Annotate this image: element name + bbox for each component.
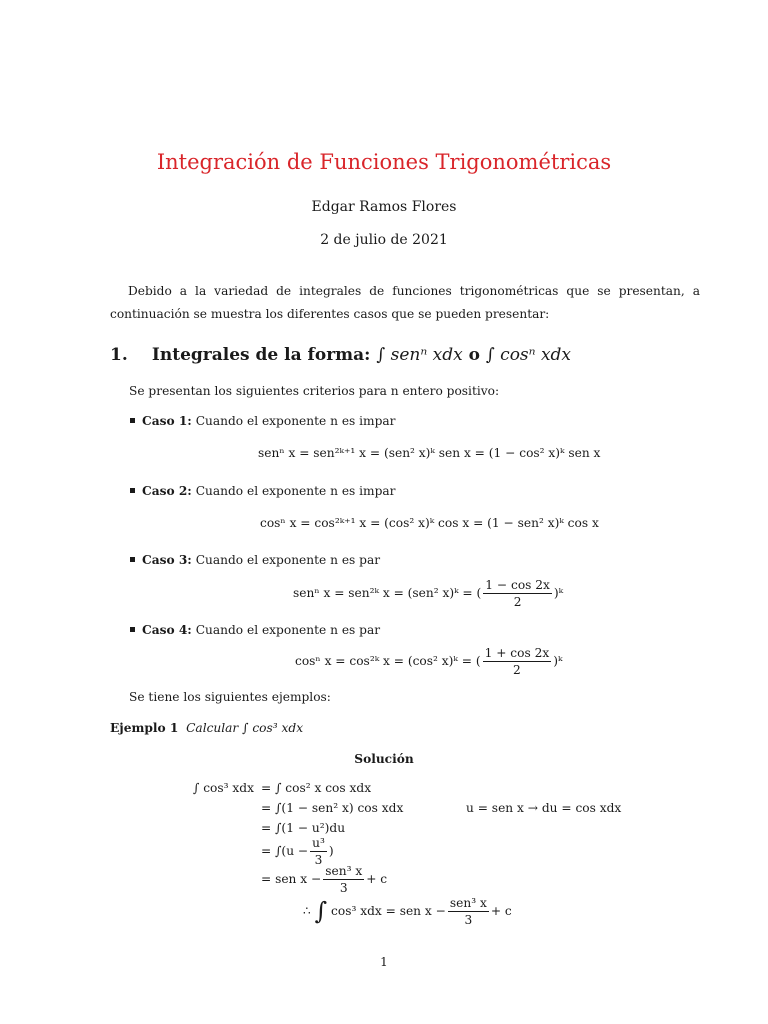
numerator: sen³ x — [325, 864, 363, 878]
numerator: 1 − cos 2x — [485, 578, 550, 592]
denominator: 3 — [339, 881, 348, 895]
solution-line-2: = ∫(1 − sen² x) cos xdx — [261, 801, 404, 815]
case-text: Cuando el exponente n es par — [195, 623, 381, 637]
document-title: Integración de Funciones Trigonométricas — [156, 150, 612, 174]
examples-intro: Se tiene los siguientes ejemplos: — [129, 690, 331, 704]
substitution: u = sen x → du = cos xdx — [466, 801, 622, 815]
denominator: 2 — [513, 663, 521, 677]
integral-sign: ∫ — [314, 897, 328, 925]
section-title-o: o — [468, 345, 480, 365]
section-title-math-1: ∫ senⁿ xdx — [376, 345, 463, 365]
numerator: u³ — [312, 836, 325, 850]
line-5-end: + c — [366, 872, 388, 886]
formula-lhs: senⁿ x = sen²ᵏ x = (sen² x)ᵏ = ( — [293, 586, 482, 600]
denominator: 2 — [513, 595, 522, 609]
case-label: Caso 1: — [142, 414, 192, 428]
solution-line-4 — [261, 836, 334, 867]
therefore-symbol: ∴ — [303, 904, 311, 918]
section-number: 1. — [110, 345, 128, 365]
case-label: Caso 4: — [142, 623, 192, 637]
formula-rhs: )ᵏ — [553, 654, 563, 668]
page-number: 1 — [380, 955, 388, 969]
intro-text: Se presentan los siguientes criterios para n entero positivo: — [129, 384, 500, 398]
bullet-icon — [130, 557, 135, 562]
section-heading — [110, 345, 571, 365]
fraction — [310, 836, 327, 867]
case-text: Cuando el exponente n es par — [195, 553, 381, 567]
formula-rhs: )ᵏ — [553, 586, 564, 600]
example-1 — [110, 721, 303, 735]
case-label: Caso 2: — [142, 484, 192, 498]
case-2-formula: cosⁿ x = cos²ᵏ⁺¹ x = (cos² x)ᵏ cos x = (1 − sen² x)ᵏ cos x — [260, 516, 599, 530]
section-title-prefix: Integrales de la forma: — [151, 345, 371, 365]
line-4-start: = ∫(u − — [261, 844, 309, 858]
fraction — [323, 864, 364, 895]
final-expression: cos³ xdx = sen x − — [331, 904, 446, 918]
numerator: 1 + cos 2x — [484, 646, 550, 660]
final-constant: + c — [490, 904, 512, 918]
case-1-item — [130, 414, 396, 428]
case-label: Caso 3: — [142, 553, 192, 567]
denominator: 3 — [464, 913, 473, 927]
date: 2 de julio de 2021 — [320, 232, 448, 248]
formula-lhs: cosⁿ x = cos²ᵏ x = (cos² x)ᵏ = ( — [295, 654, 481, 668]
fraction — [448, 896, 489, 927]
solution-line-5 — [261, 864, 387, 895]
case-4-item — [130, 623, 380, 637]
fraction — [483, 646, 552, 677]
solution-line-1: = ∫ cos² x cos xdx — [261, 781, 372, 795]
solution-heading: Solución — [354, 752, 414, 766]
abstract-paragraph: Debido a la variedad de integrales de funciones trigonométricas que se presentan, a continuación se muestra los diferentes casos que se pueden presentar: — [110, 284, 700, 321]
case-text: Cuando el exponente n es impar — [195, 484, 396, 498]
final-result — [303, 896, 512, 927]
numerator: sen³ x — [449, 896, 487, 910]
bullet-icon — [130, 627, 135, 632]
solution-lhs: ∫ cos³ xdx — [193, 781, 254, 795]
line-4-end: ) — [328, 844, 334, 858]
section-title-math-2: ∫ cosⁿ xdx — [485, 345, 571, 365]
case-3-formula — [293, 578, 563, 609]
example-label: Ejemplo 1 — [110, 721, 179, 735]
case-4-formula — [295, 646, 562, 677]
author: Edgar Ramos Flores — [311, 199, 457, 215]
fraction — [483, 578, 552, 609]
solution-line-3: = ∫(1 − u²)du — [261, 821, 346, 835]
bullet-icon — [130, 418, 135, 423]
case-text: Cuando el exponente n es impar — [195, 414, 396, 428]
case-2-item — [130, 484, 396, 498]
case-1-formula: senⁿ x = sen²ᵏ⁺¹ x = (sen² x)ᵏ sen x = (1 − cos² x)ᵏ sen x — [258, 446, 601, 460]
denominator: 3 — [314, 853, 323, 867]
line-5-start: = sen x − — [261, 872, 322, 886]
case-3-item — [130, 553, 380, 567]
example-text: Calcular ∫ cos³ xdx — [186, 721, 304, 735]
bullet-icon — [130, 488, 135, 493]
